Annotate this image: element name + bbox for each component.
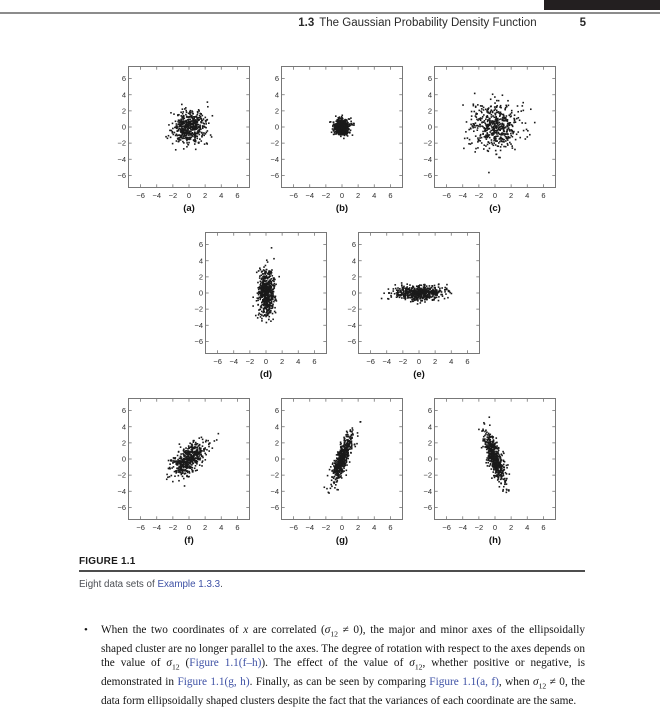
- y-tick-label: 4: [198, 256, 203, 266]
- x-tick-label: 0: [186, 523, 192, 532]
- y-tick-label: −4: [423, 154, 432, 164]
- scatter-points: [252, 247, 280, 323]
- figure-row-1: [0, 62, 660, 214]
- y-tick-label: 6: [198, 240, 203, 250]
- panel-label: (h): [488, 535, 502, 546]
- x-tick-label: −2: [474, 523, 484, 532]
- y-tick-label: −6: [423, 503, 432, 512]
- running-head: [0, 17, 660, 29]
- scatter-panel-h: [410, 394, 556, 546]
- figure-row-3: [0, 394, 660, 546]
- section-number: 1.3: [298, 17, 315, 29]
- y-tick-label: 6: [351, 240, 356, 250]
- y-tick-label: −2: [270, 138, 279, 148]
- x-tick-label: 0: [492, 191, 498, 200]
- y-tick-label: −4: [117, 154, 126, 164]
- y-tick-label: −2: [117, 470, 126, 480]
- x-tick-label: 2: [203, 191, 208, 200]
- x-tick-label: −6: [442, 191, 451, 200]
- x-tick-label: 6: [388, 191, 393, 200]
- x-tick-label: −6: [289, 523, 298, 532]
- panel-label: (f): [184, 535, 194, 546]
- x-tick-label: 4: [219, 191, 224, 200]
- y-tick-label: 4: [274, 90, 279, 100]
- x-tick-label: 4: [372, 523, 377, 532]
- x-tick-label: 2: [356, 191, 361, 200]
- x-tick-label: 2: [509, 523, 514, 532]
- x-tick-label: −2: [321, 523, 331, 532]
- y-tick-label: 2: [121, 106, 126, 116]
- x-tick-label: −4: [381, 357, 391, 366]
- x-tick-label: 6: [541, 191, 546, 200]
- y-tick-label: 6: [427, 74, 432, 84]
- subscript-text: 12: [414, 662, 423, 672]
- scatter-panel-g: [257, 394, 403, 546]
- y-tick-label: −4: [193, 320, 203, 330]
- x-tick-label: 0: [416, 357, 421, 366]
- y-tick-label: 2: [274, 438, 279, 448]
- y-tick-label: 0: [274, 122, 279, 132]
- y-tick-label: −4: [270, 486, 279, 496]
- italic-text: σ: [409, 657, 415, 670]
- text-run: Eight data sets of: [79, 578, 158, 590]
- figure-caption-text: [79, 579, 585, 590]
- scatter-panel-f: [104, 394, 250, 546]
- x-tick-label: 2: [509, 191, 514, 200]
- y-tick-label: 6: [427, 406, 432, 416]
- page-corner-bar: [544, 0, 660, 10]
- x-tick-label: 2: [356, 523, 361, 532]
- x-tick-label: 2: [203, 523, 208, 532]
- panel-label: (b): [335, 203, 349, 214]
- x-tick-label: 0: [339, 523, 345, 532]
- y-tick-label: −2: [270, 470, 279, 480]
- y-tick-label: −6: [117, 503, 126, 512]
- x-tick-label: −6: [136, 191, 145, 200]
- y-tick-label: 2: [198, 272, 203, 282]
- x-tick-label: 4: [525, 191, 530, 200]
- cross-reference-link[interactable]: Figure 1.1(a, f): [429, 676, 499, 689]
- y-tick-label: 4: [274, 422, 279, 432]
- y-tick-label: −2: [346, 304, 356, 314]
- x-tick-label: −6: [212, 357, 222, 366]
- y-tick-label: 2: [427, 106, 432, 116]
- x-tick-label: 4: [525, 523, 530, 532]
- y-tick-label: 6: [121, 74, 126, 84]
- y-tick-label: −2: [423, 138, 432, 148]
- y-tick-label: −4: [423, 486, 432, 496]
- y-tick-label: −2: [193, 304, 203, 314]
- x-tick-label: 6: [311, 357, 316, 366]
- italic-text: x: [243, 624, 249, 636]
- panel-label: (e): [412, 369, 425, 380]
- x-tick-label: −4: [228, 357, 238, 366]
- x-tick-label: 6: [541, 523, 546, 532]
- x-tick-label: 4: [448, 357, 453, 366]
- scatter-panel-b: [257, 62, 403, 214]
- x-tick-label: −4: [152, 523, 162, 532]
- cross-reference-link[interactable]: Figure 1.1(f–h): [189, 657, 262, 670]
- header-rule: [0, 12, 660, 14]
- text-run: When the two coordinates of: [101, 624, 244, 636]
- x-tick-label: 0: [339, 191, 345, 200]
- x-tick-label: 6: [235, 191, 240, 200]
- x-tick-label: 0: [492, 523, 498, 532]
- section-heading: [298, 17, 536, 29]
- scatter-points: [166, 433, 219, 487]
- x-tick-label: −4: [305, 523, 315, 532]
- scatter-points: [380, 282, 451, 305]
- x-tick-label: −2: [245, 357, 254, 366]
- figure-caption-block: [79, 556, 585, 590]
- text-run: are correlated (: [248, 624, 325, 636]
- y-tick-label: 0: [121, 122, 126, 132]
- x-tick-label: 6: [235, 523, 240, 532]
- y-tick-label: 0: [351, 288, 356, 298]
- x-tick-label: 6: [464, 357, 469, 366]
- y-tick-label: 0: [198, 288, 203, 298]
- text-run: , when: [498, 676, 534, 689]
- x-tick-label: 4: [295, 357, 300, 366]
- x-tick-label: 0: [186, 191, 192, 200]
- scatter-panel-a: [104, 62, 250, 214]
- text-run: (: [179, 657, 190, 670]
- scatter-panel-c: [410, 62, 556, 214]
- text-run: ≠ 0, the data form ellipsoidally shaped clusters despite the fact that the variances of each coordinate are the same.: [101, 676, 585, 708]
- cross-reference-link[interactable]: Example 1.3.3: [157, 578, 221, 590]
- y-tick-label: −6: [117, 171, 126, 180]
- scatter-points: [165, 101, 213, 150]
- x-tick-label: −2: [168, 191, 178, 200]
- x-tick-label: −4: [152, 191, 162, 200]
- panel-label: (c): [489, 203, 501, 214]
- y-tick-label: −6: [346, 337, 356, 346]
- x-tick-label: −2: [474, 191, 484, 200]
- y-tick-label: 4: [351, 256, 356, 266]
- figure-label: FIGURE 1.1: [79, 556, 136, 567]
- y-tick-label: −6: [423, 171, 432, 180]
- italic-text: σ: [324, 624, 331, 636]
- bullet-paragraph: [84, 623, 585, 709]
- y-tick-label: −2: [423, 470, 432, 480]
- page-number: 5: [579, 17, 586, 29]
- y-tick-label: 6: [121, 406, 126, 416]
- y-tick-label: −6: [270, 503, 279, 512]
- text-run: , whether positive or negative, is demonstrated in: [101, 657, 585, 689]
- y-tick-label: 4: [121, 90, 126, 100]
- x-tick-label: 6: [388, 523, 393, 532]
- text-run: ). The effect of the value of: [261, 657, 410, 670]
- y-tick-label: 4: [427, 422, 432, 432]
- y-tick-label: 2: [351, 272, 356, 282]
- scatter-points: [478, 416, 510, 493]
- x-tick-label: 2: [279, 357, 284, 366]
- scatter-points: [462, 93, 535, 174]
- subscript-text: 12: [171, 662, 180, 672]
- y-tick-label: 0: [427, 122, 432, 132]
- y-tick-label: 4: [427, 90, 432, 100]
- x-tick-label: −2: [321, 191, 331, 200]
- x-tick-label: −2: [398, 357, 407, 366]
- scatter-panel-d: [181, 228, 327, 380]
- bullet-glyph: •: [84, 624, 88, 636]
- y-tick-label: 0: [274, 454, 279, 464]
- x-tick-label: 4: [219, 523, 224, 532]
- italic-text: σ: [533, 676, 539, 689]
- x-tick-label: −6: [442, 523, 451, 532]
- text-run: .: [220, 578, 223, 590]
- panel-label: (d): [259, 369, 272, 380]
- section-title: The Gaussian Probability Density Function: [319, 17, 537, 29]
- y-tick-label: 0: [121, 454, 126, 464]
- scatter-points: [329, 115, 355, 140]
- y-tick-label: 2: [427, 438, 432, 448]
- scatter-panel-e: [334, 228, 480, 380]
- paragraph-text: [101, 623, 585, 709]
- y-tick-label: −4: [346, 320, 356, 330]
- panel-label: (a): [183, 203, 195, 214]
- y-tick-label: −2: [117, 138, 126, 148]
- y-tick-label: 6: [274, 74, 279, 84]
- subscript-text: 12: [538, 681, 547, 691]
- x-tick-label: −4: [458, 523, 468, 532]
- italic-text: σ: [166, 657, 172, 670]
- caption-rule: [79, 570, 585, 572]
- y-tick-label: 0: [427, 454, 432, 464]
- figure-1-1: [0, 62, 660, 560]
- y-tick-label: 2: [274, 106, 279, 116]
- x-tick-label: −4: [305, 191, 315, 200]
- y-tick-label: −6: [270, 171, 279, 180]
- x-tick-label: −6: [136, 523, 145, 532]
- scatter-points: [324, 421, 362, 494]
- x-tick-label: −6: [365, 357, 375, 366]
- x-tick-label: 2: [432, 357, 437, 366]
- y-tick-label: 4: [121, 422, 126, 432]
- text-run: ≠ 0), the major and minor axes of the ellipsoidally shaped cluster are no longer parallel to the axes. The degree of rotation with respect to the axes depends on the value of: [101, 624, 585, 670]
- x-tick-label: 4: [372, 191, 377, 200]
- x-tick-label: −4: [458, 191, 468, 200]
- subscript-text: 12: [330, 629, 338, 639]
- x-tick-label: −2: [168, 523, 178, 532]
- x-tick-label: 0: [263, 357, 268, 366]
- y-tick-label: 2: [121, 438, 126, 448]
- panel-label: (g): [335, 535, 349, 546]
- figure-row-2: [0, 228, 660, 380]
- x-tick-label: −6: [289, 191, 298, 200]
- y-tick-label: 6: [274, 406, 279, 416]
- y-tick-label: −4: [117, 486, 126, 496]
- cross-reference-link[interactable]: Figure 1.1(g, h): [177, 676, 250, 689]
- text-run: . Finally, as can be seen by comparing: [249, 676, 430, 689]
- y-tick-label: −4: [270, 154, 279, 164]
- y-tick-label: −6: [193, 337, 203, 346]
